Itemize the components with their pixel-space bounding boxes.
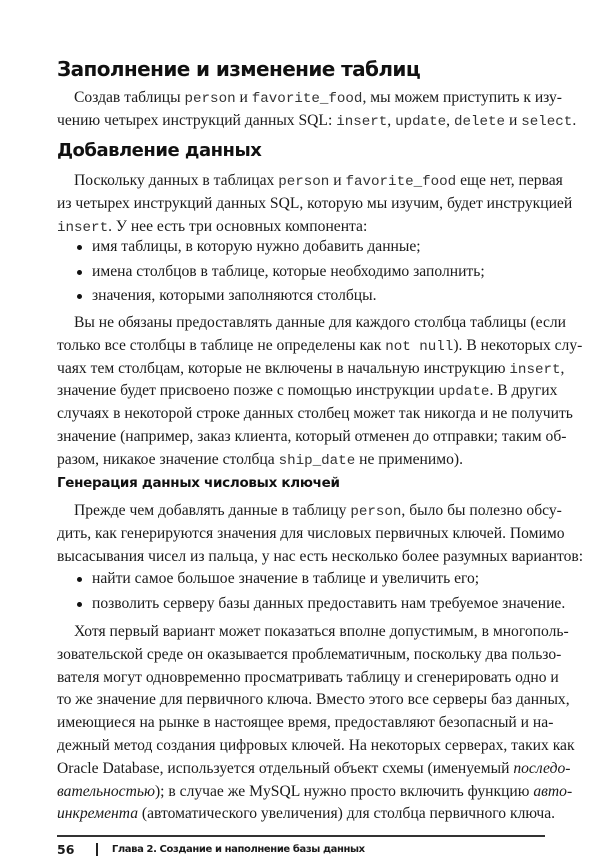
inline-code: person bbox=[278, 174, 330, 190]
paragraph bbox=[57, 500, 584, 568]
text-line bbox=[57, 689, 570, 712]
inline-code: not null bbox=[385, 338, 454, 355]
text-run: дить, как генерируются значения для числовых первичных ключей. Помимо bbox=[57, 524, 565, 542]
text-run: (автоматического увеличения) для столбца первичного ключа. bbox=[138, 805, 556, 823]
text-run: и bbox=[505, 111, 522, 129]
text-line bbox=[57, 803, 556, 826]
list-item bbox=[75, 260, 545, 285]
text-run: из четырех инструкций данных SQL, которую мы изучим, будет инструкцией bbox=[57, 194, 573, 212]
text-run: имя таблицы, в которую нужно добавить данные; bbox=[92, 238, 421, 255]
text-run: случаях в некоторой строке данных столбец может так никогда и не получить bbox=[57, 405, 573, 423]
text-line bbox=[57, 170, 563, 193]
inline-code: delete bbox=[453, 113, 506, 130]
text-line bbox=[57, 449, 544, 472]
text-run: , bbox=[387, 111, 396, 129]
text-line bbox=[57, 403, 573, 426]
text-line bbox=[57, 758, 571, 781]
list-item bbox=[75, 235, 545, 260]
page-number: 56 bbox=[57, 842, 75, 857]
inline-code: favorite_food bbox=[345, 174, 457, 190]
list-item bbox=[75, 284, 545, 309]
text-run: , мы можем приступить к изу- bbox=[362, 89, 562, 106]
paragraph bbox=[57, 87, 577, 133]
paragraph bbox=[57, 170, 573, 238]
text-run: чаях тем столбцам, которые не включены в начальную инструкцию bbox=[57, 359, 510, 377]
text-line bbox=[57, 500, 562, 523]
text-run: Oracle Database, используется отдельный объект схемы (именуемый bbox=[57, 759, 514, 777]
inline-code: insert bbox=[509, 361, 561, 378]
text-line bbox=[57, 712, 554, 735]
paragraph bbox=[57, 312, 583, 472]
text-run: еще нет, первая bbox=[456, 172, 563, 189]
text-line bbox=[57, 358, 565, 381]
text-run: значение (например, заказ клиента, который отменен до отправки; таким об- bbox=[57, 427, 567, 445]
inline-code: person bbox=[184, 91, 236, 107]
text-run: и bbox=[235, 89, 252, 106]
text-run: имена столбцов в таблице, которые необходимо заполнить; bbox=[92, 262, 485, 280]
text-line bbox=[57, 644, 562, 667]
footer-rule bbox=[57, 835, 545, 837]
text-run: не применимо). bbox=[355, 450, 463, 468]
inline-code: ship_date bbox=[278, 452, 356, 469]
bullet-list bbox=[75, 235, 545, 309]
text-line bbox=[57, 193, 573, 216]
page-footer bbox=[57, 842, 365, 857]
text-run: , было бы полезно обсу- bbox=[401, 502, 562, 519]
text-run: , bbox=[446, 111, 454, 129]
text-line bbox=[57, 87, 562, 110]
italic-term: авто- bbox=[533, 782, 573, 800]
subsubsection-heading: Генерация данных числовых ключей bbox=[57, 475, 340, 491]
text-line bbox=[57, 667, 559, 690]
italic-term: последо- bbox=[513, 759, 571, 777]
inline-code: insert bbox=[57, 219, 109, 236]
text-line bbox=[57, 312, 566, 335]
text-run: ). В некоторых слу- bbox=[453, 336, 583, 354]
text-line bbox=[57, 426, 567, 449]
footer-separator bbox=[96, 843, 98, 856]
text-run: Поскольку данных в таблицах bbox=[74, 172, 279, 189]
text-line bbox=[57, 380, 558, 403]
section-heading: Заполнение и изменение таблиц bbox=[57, 57, 421, 81]
text-run: позволить серверу базы данных предоставить нам требуемое значение. bbox=[92, 594, 566, 612]
text-run: вателя могут одновременно просматривать таблицу и сгенерировать одно и bbox=[57, 668, 559, 686]
inline-code: person bbox=[350, 504, 402, 520]
list-item bbox=[75, 567, 545, 592]
bullet-list bbox=[75, 567, 566, 616]
inline-code: update bbox=[395, 113, 447, 130]
text-run: . У нее есть три основных компонента: bbox=[108, 217, 368, 235]
text-run: имеющиеся на рынке в настоящее время, предоставляют безопасный и на- bbox=[57, 714, 554, 732]
text-run: Хотя первый вариант может показаться вполне допустимым, в многополь- bbox=[74, 623, 569, 640]
text-run: то же значение для первичного ключа. Вместо этого все серверы баз данных, bbox=[57, 691, 570, 709]
text-run: Прежде чем добавлять данные в таблицу bbox=[74, 502, 351, 519]
italic-term: инкремента bbox=[57, 805, 139, 823]
inline-code: update bbox=[438, 384, 490, 401]
text-run: дежный метод создания цифровых ключей. На некоторых серверах, таких как bbox=[57, 736, 575, 754]
text-run: . В других bbox=[489, 382, 558, 400]
text-line bbox=[57, 335, 583, 358]
text-run: значение будет присвоено позже с помощью инструкции bbox=[57, 382, 439, 400]
text-run: значения, которыми заполняются столбцы. bbox=[92, 287, 377, 304]
text-run: Создав таблицы bbox=[74, 89, 185, 106]
text-run: чению четырех инструкций данных SQL: bbox=[57, 111, 337, 129]
text-line bbox=[57, 621, 569, 644]
text-line bbox=[57, 110, 577, 133]
text-run: и bbox=[329, 172, 346, 189]
text-run: . bbox=[572, 111, 577, 129]
text-line bbox=[57, 781, 573, 804]
inline-code: select bbox=[521, 113, 573, 130]
inline-code: favorite_food bbox=[251, 91, 363, 107]
inline-code: insert bbox=[336, 113, 388, 130]
text-run: , bbox=[560, 359, 565, 377]
text-run: Вы не обязаны предоставлять данные для каждого столбца таблицы (если bbox=[74, 314, 566, 331]
text-run: высасывания чисел из пальца, у нас есть несколько более разумных вариантов: bbox=[57, 547, 584, 565]
paragraph bbox=[57, 621, 575, 826]
text-line bbox=[57, 735, 575, 758]
text-run: найти самое большое значение в таблице и увеличить его; bbox=[92, 570, 480, 587]
text-run: только все столбцы в таблице не определены как bbox=[57, 336, 386, 354]
text-run: разом, никакое значение столбца bbox=[57, 450, 279, 468]
text-run: ); в случае же MySQL нужно просто включить функцию bbox=[154, 782, 534, 800]
list-item bbox=[75, 592, 566, 617]
subsection-heading: Добавление данных bbox=[57, 140, 262, 161]
text-line bbox=[57, 546, 584, 569]
text-run: зовательской среде он оказывается проблематичным, поскольку два пользо- bbox=[57, 645, 562, 663]
chapter-title: Глава 2. Создание и наполнение базы данных bbox=[111, 844, 365, 855]
text-line bbox=[57, 523, 565, 546]
italic-term: вательностью bbox=[57, 782, 155, 800]
